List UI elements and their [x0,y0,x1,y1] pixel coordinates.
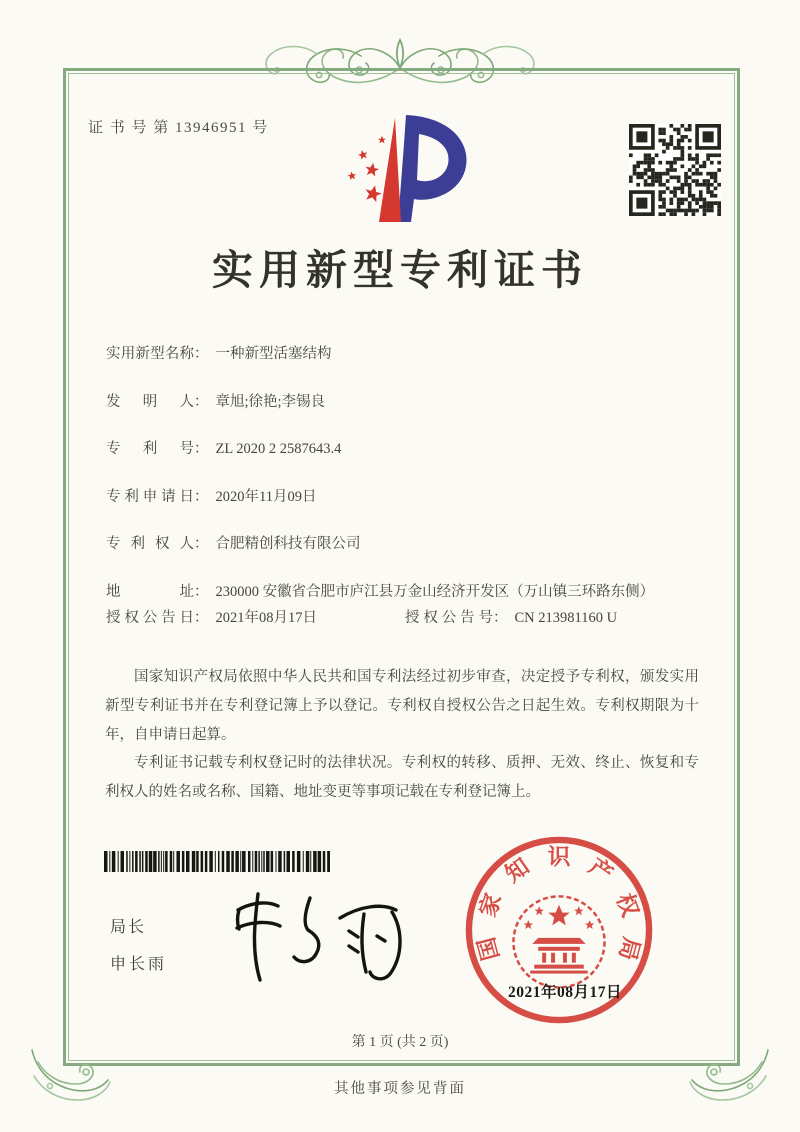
back-note: 其他事项参见背面 [334,1081,466,1097]
director-signature [222,886,434,990]
page-number: 第 1 页 (共 2 页) [351,1035,449,1050]
grant-date-label: 授 权 公 告 日 [106,609,194,626]
grant-no-label: 授 权 公 告 号 [405,609,493,626]
official-name: 申长雨 [110,956,168,973]
svg-text:家: 家 [474,890,507,921]
seal-date: 2021年08月17日 [507,984,622,1001]
logo-p-shape [398,115,467,222]
colon: ： [194,583,209,600]
cnipa-logo-icon [330,110,478,236]
field-value: 合肥精创科技有限公司 [215,536,361,552]
field-value: 230000 安徽省合肥市庐江县万金山经济开发区（万山镇三环路东侧） [215,583,655,600]
colon: ： [194,441,209,457]
svg-text:国: 国 [473,934,504,964]
barcode [104,851,330,872]
seal-emblem [513,896,604,987]
grant-no-value: CN 213981160 U [514,609,618,626]
field-value: ZL 2020 2 2587643.4 [215,441,342,457]
field-label: 实 用 新 型 名 称 [106,346,194,362]
official-title: 局长 [110,919,147,936]
grant-date-value: 2021年08月17日 [215,609,317,626]
field-value: 章旭;徐艳;李锡良 [215,393,326,410]
fields-block [106,343,700,629]
logo-red-wedge [379,118,401,222]
certificate-title: 实用新型专利证书 [212,247,588,293]
field-value: 一种新型活塞结构 [215,346,332,362]
svg-text:知: 知 [500,853,534,888]
legal-paragraph-1: 国家知识产权局依照中华人民共和国专利法经过初步审查，决定授予专利权，颁发实用新型专利证书并在专利登记簿上予以登记。专利权自授权公告之日起生效。专利权期限为十年，自申请日起算。 [105,669,699,743]
certificate-number: 证 书 号 第 13946951 号 [88,120,269,136]
field-row-filing-date [106,486,700,508]
svg-text:局: 局 [614,934,645,964]
legal-paragraph-2: 专利证书记载专利权登记时的法律状况。专利权的转移、质押、无效、终止、恢复和专利权人的姓名或名称、国籍、地址变更等事项记载在专利登记簿上。 [105,755,699,801]
field-row-name [106,343,700,365]
field-row-inventors [106,391,700,413]
colon: ： [194,488,209,505]
colon: ： [194,536,209,552]
field-label: 专 利 号 [106,441,194,457]
field-label: 专 利 权 人 [106,536,194,552]
field-label: 发 明 人 [106,393,194,410]
logo-stars [347,136,386,203]
svg-text:权: 权 [611,890,644,921]
field-value: 2020年11月09日 [215,488,317,505]
svg-text:产: 产 [584,853,618,888]
field-row-address [106,581,700,603]
qr-code [629,124,721,216]
colon: ： [194,346,209,362]
colon: ： [194,393,209,410]
field-row-patentee [106,533,700,555]
svg-text:识: 识 [547,844,571,870]
field-row-grant [106,607,700,629]
legal-text-block [105,663,699,807]
field-row-patent-no [106,438,700,460]
colon: ： [194,609,209,626]
colon: ： [493,609,508,626]
field-label: 地 址 [106,583,194,600]
field-label: 专 利 申 请 日 [106,488,194,505]
